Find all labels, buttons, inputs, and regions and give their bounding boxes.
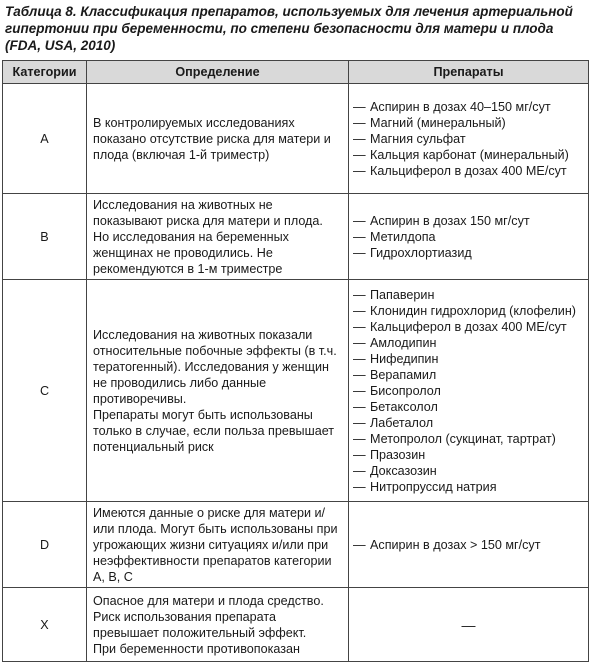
definition-cell <box>87 588 349 662</box>
drug-name: Бетаксолол <box>370 399 438 414</box>
drug-item <box>353 99 584 115</box>
definition-cell <box>87 84 349 194</box>
table-title: Таблица 8. Классификация препаратов, используемых для лечения артериальной гипертонии при беременности, по степени безопасности для матери и плода (FDA, USA, 2010) <box>5 4 573 53</box>
drug-name: Нифедипин <box>370 351 439 366</box>
drug-name: Папаверин <box>370 287 435 302</box>
drug-item <box>353 245 584 261</box>
drug-item <box>353 319 584 335</box>
dash-mark: — <box>353 463 366 478</box>
category-cell: D <box>3 502 87 588</box>
classification-table <box>2 60 589 662</box>
dash-mark: — <box>353 383 366 398</box>
drug-item <box>353 399 584 415</box>
drug-item <box>353 213 584 229</box>
drug-item <box>353 115 584 131</box>
definition-text: Исследования на животных показали относительные побочные эффекты (в т.ч. тератогенный). Исследования у женщин не проводились либо данные противоречивы. <box>93 327 337 406</box>
dash-mark: — <box>353 431 366 446</box>
drug-name: Верапамил <box>370 367 437 382</box>
dash-mark: — <box>353 367 366 382</box>
dash-mark: — <box>353 447 366 462</box>
drug-item <box>353 383 584 399</box>
table-row-b <box>3 194 589 280</box>
dash-mark: — <box>353 335 366 350</box>
dash-mark: — <box>353 287 366 302</box>
table-row-x <box>3 588 589 662</box>
header-definition: Определение <box>87 61 349 84</box>
dash-mark: — <box>353 351 366 366</box>
dash-mark: — <box>353 229 366 244</box>
drug-item <box>353 537 584 553</box>
definition-text: Имеются данные о риске для матери и/или плода. Могут быть использованы при угрожающих жизни ситуациях и/или при неэффективности препаратов категории А, В, С <box>93 505 338 584</box>
definition-text: В контролируемых исследованиях показано отсутствие риска для матери и плода (включая 1-й триместр) <box>93 115 331 162</box>
dash-mark: — <box>353 319 366 334</box>
drug-item <box>353 287 584 303</box>
drug-item <box>353 229 584 245</box>
table-header-row <box>3 61 589 84</box>
dash-mark: — <box>353 115 366 130</box>
drug-name: Доксазозин <box>370 463 437 478</box>
drug-name: Кальция карбонат (минеральный) <box>370 147 569 162</box>
table-row-a <box>3 84 589 194</box>
dash-mark: — <box>353 147 366 162</box>
dash-mark: — <box>353 99 366 114</box>
drugs-cell <box>349 194 589 280</box>
drug-name: Метопролол (сукцинат, тартрат) <box>370 431 556 446</box>
table-row-d <box>3 502 589 588</box>
category-cell: C <box>3 280 87 502</box>
dash-mark: — <box>353 163 366 178</box>
drug-name: Метилдопа <box>370 229 436 244</box>
definition-text: Исследования на животных не показывают риска для матери и плода. Но исследования на беременных женщинах не проводились. Не рекомендуются в 1-м триместре <box>93 197 323 276</box>
drug-name: Лабеталол <box>370 415 434 430</box>
drug-item <box>353 303 584 319</box>
dash-mark: — <box>353 479 366 494</box>
drug-item <box>353 447 584 463</box>
dash-mark: — <box>353 245 366 260</box>
dash-mark: — <box>353 213 366 228</box>
drugs-cell: — <box>349 588 589 662</box>
drug-name: Магний (минеральный) <box>370 115 506 130</box>
drug-item <box>353 479 584 495</box>
drug-name: Празозин <box>370 447 426 462</box>
category-cell: B <box>3 194 87 280</box>
drug-item <box>353 367 584 383</box>
drug-name: Кальциферол в дозах 400 МЕ/сут <box>370 319 567 334</box>
dash-mark: — <box>353 415 366 430</box>
dash-mark: — <box>353 303 366 318</box>
drug-name: Нитропруссид натрия <box>370 479 497 494</box>
drugs-cell <box>349 84 589 194</box>
drug-name: Аспирин в дозах 150 мг/сут <box>370 213 530 228</box>
drug-item <box>353 463 584 479</box>
drug-name: Магния сульфат <box>370 131 466 146</box>
drug-name: Клонидин гидрохлорид (клофелин) <box>370 303 576 318</box>
definition-text: Опасное для матери и плода средство. Риск использования препарата превышает положительный эффект. <box>93 593 324 640</box>
drug-name: Бисопролол <box>370 383 441 398</box>
category-cell: A <box>3 84 87 194</box>
definition-cell <box>87 280 349 502</box>
definition-cell <box>87 194 349 280</box>
drug-item <box>353 131 584 147</box>
drug-item <box>353 431 584 447</box>
category-cell: X <box>3 588 87 662</box>
drugs-cell <box>349 502 589 588</box>
drug-name: Гидрохлортиазид <box>370 245 472 260</box>
definition-text: Препараты могут быть использованы только в случае, если польза превышает потенциальный риск <box>93 407 335 454</box>
definition-cell <box>87 502 349 588</box>
drug-item <box>353 351 584 367</box>
drug-name: Аспирин в дозах 40–150 мг/сут <box>370 99 551 114</box>
header-drugs: Препараты <box>349 61 589 84</box>
drug-name: Амлодипин <box>370 335 437 350</box>
drug-item <box>353 163 584 179</box>
dash-mark: — <box>353 537 366 552</box>
dash-mark: — <box>353 131 366 146</box>
drug-name: Аспирин в дозах > 150 мг/сут <box>370 537 541 552</box>
drugs-cell <box>349 280 589 502</box>
drug-item <box>353 415 584 431</box>
definition-text: При беременности противопоказан <box>93 641 300 656</box>
table-row-c <box>3 280 589 502</box>
header-category: Категории <box>3 61 87 84</box>
dash-mark: — <box>353 399 366 414</box>
drug-item <box>353 335 584 351</box>
drug-item <box>353 147 584 163</box>
drug-name: Кальциферол в дозах 400 МЕ/сут <box>370 163 567 178</box>
